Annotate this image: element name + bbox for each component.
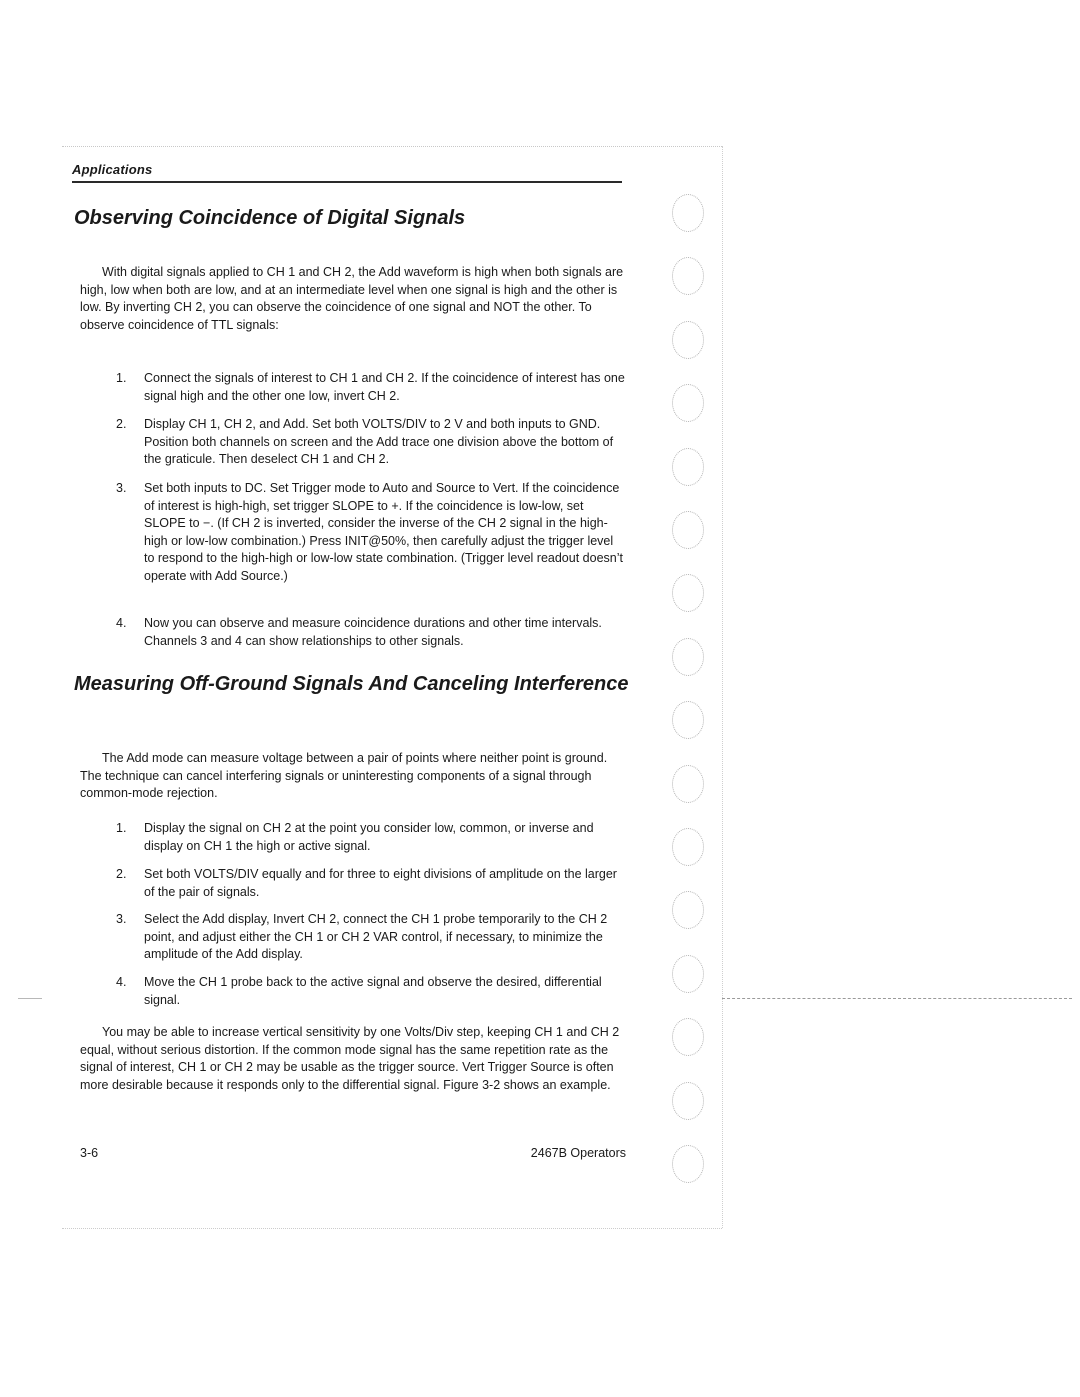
step-text: Set both VOLTS/DIV equally and for three to eight divisions of amplitude on the larger of the pair of signals.	[144, 867, 617, 899]
section2-step-4	[116, 974, 626, 1009]
step-number: 1.	[116, 371, 127, 385]
binder-hole-icon	[672, 194, 704, 232]
manual-title: 2467B Operators	[530, 1146, 626, 1160]
step-number: 4.	[116, 975, 127, 989]
running-head: Applications	[72, 162, 153, 177]
step-text: Display the signal on CH 2 at the point you consider low, common, or inverse and display on CH 1 the high or active signal.	[144, 821, 594, 853]
binder-hole-icon	[672, 891, 704, 929]
binder-hole-icon	[672, 448, 704, 486]
step-number: 1.	[116, 821, 127, 835]
binder-hole-icon	[672, 384, 704, 422]
step-number: 3.	[116, 481, 127, 495]
scan-mark-right	[722, 998, 1072, 999]
binder-hole-icon	[672, 1082, 704, 1120]
binder-hole-icon	[672, 955, 704, 993]
step-text: Now you can observe and measure coincidence durations and other time intervals. Channels 3 and 4 can show relationships to other signals.	[144, 616, 602, 648]
step-number: 4.	[116, 616, 127, 630]
binder-hole-icon	[672, 257, 704, 295]
section2-step-2	[116, 866, 626, 901]
page-edge-top	[62, 146, 722, 147]
step-text: Connect the signals of interest to CH 1 and CH 2. If the coincidence of interest has one signal high and the other one low, invert CH 2.	[144, 371, 625, 403]
step-number: 2.	[116, 867, 127, 881]
binder-hole-icon	[672, 828, 704, 866]
page-number: 3-6	[80, 1146, 99, 1160]
binder-hole-icon	[672, 701, 704, 739]
section1-step-4	[116, 615, 626, 650]
section-title-off-ground: Measuring Off-Ground Signals And Canceling Interference	[74, 673, 629, 695]
binder-hole-icon	[672, 574, 704, 612]
section2-intro: The Add mode can measure voltage between a pair of points where neither point is ground. The technique can cancel interfering signals or uninteresting components of a signal through common-mode rejection.	[80, 751, 608, 801]
section1-step-3	[116, 480, 626, 586]
step-text: Set both inputs to DC. Set Trigger mode to Auto and Source to Vert. If the coincidence of interest is high-high, set trigger SLOPE to +. If the coincidence is low-low, set SLOPE to −. (If CH 2 is inverted, consider the inverse of the CH 2 signal in the high-high or low-low combination.) Press INIT@50%, then carefully adjust the trigger level to respond to the high-high or low-low state combination. (Trigger level readout doesn’t operate with Add Source.)	[144, 481, 623, 583]
step-text: Move the CH 1 probe back to the active signal and observe the desired, differential signal.	[144, 975, 602, 1007]
section1-step-2	[116, 416, 626, 469]
section2-step-1	[116, 820, 626, 855]
page-edge-right	[722, 146, 723, 1228]
section-title-coincidence: Observing Coincidence of Digital Signals	[74, 207, 466, 229]
binder-hole-icon	[672, 765, 704, 803]
section2-closing: You may be able to increase vertical sensitivity by one Volts/Div step, keeping CH 1 and CH 2 equal, without serious distortion. If the common mode signal has the same repetition rate as the signal of interest, CH 1 or CH 2 may be usable as the trigger source. Vert Trigger Source is often more desirable because it responds only to the differential signal. Figure 3-2 shows an example.	[80, 1025, 620, 1092]
section2-step-3	[116, 911, 626, 964]
binder-hole-icon	[672, 321, 704, 359]
binder-hole-icon	[672, 1018, 704, 1056]
binder-hole-icon	[672, 638, 704, 676]
page-edge-bottom	[62, 1228, 722, 1229]
binder-hole-icon	[672, 1145, 704, 1183]
section1-intro: With digital signals applied to CH 1 and CH 2, the Add waveform is high when both signals are high, low when both are low, and at an intermediate level when one signal is high and the other is low. By inverting CH 2, you can observe the coincidence of one signal and NOT the other. To observe coincidence of TTL signals:	[80, 265, 624, 332]
scan-mark-left	[18, 998, 42, 999]
step-number: 2.	[116, 417, 127, 431]
step-number: 3.	[116, 912, 127, 926]
header-rule	[72, 181, 622, 183]
step-text: Select the Add display, Invert CH 2, connect the CH 1 probe temporarily to the CH 2 point, and adjust either the CH 1 or CH 2 VAR control, if necessary, to minimize the amplitude of the Add display.	[144, 912, 608, 962]
binder-hole-icon	[672, 511, 704, 549]
section1-step-1	[116, 370, 626, 405]
step-text: Display CH 1, CH 2, and Add. Set both VOLTS/DIV to 2 V and both inputs to GND. Position both channels on screen and the Add trace one division above the bottom of the graticule. Then deselect CH 1 and CH 2.	[144, 417, 614, 467]
